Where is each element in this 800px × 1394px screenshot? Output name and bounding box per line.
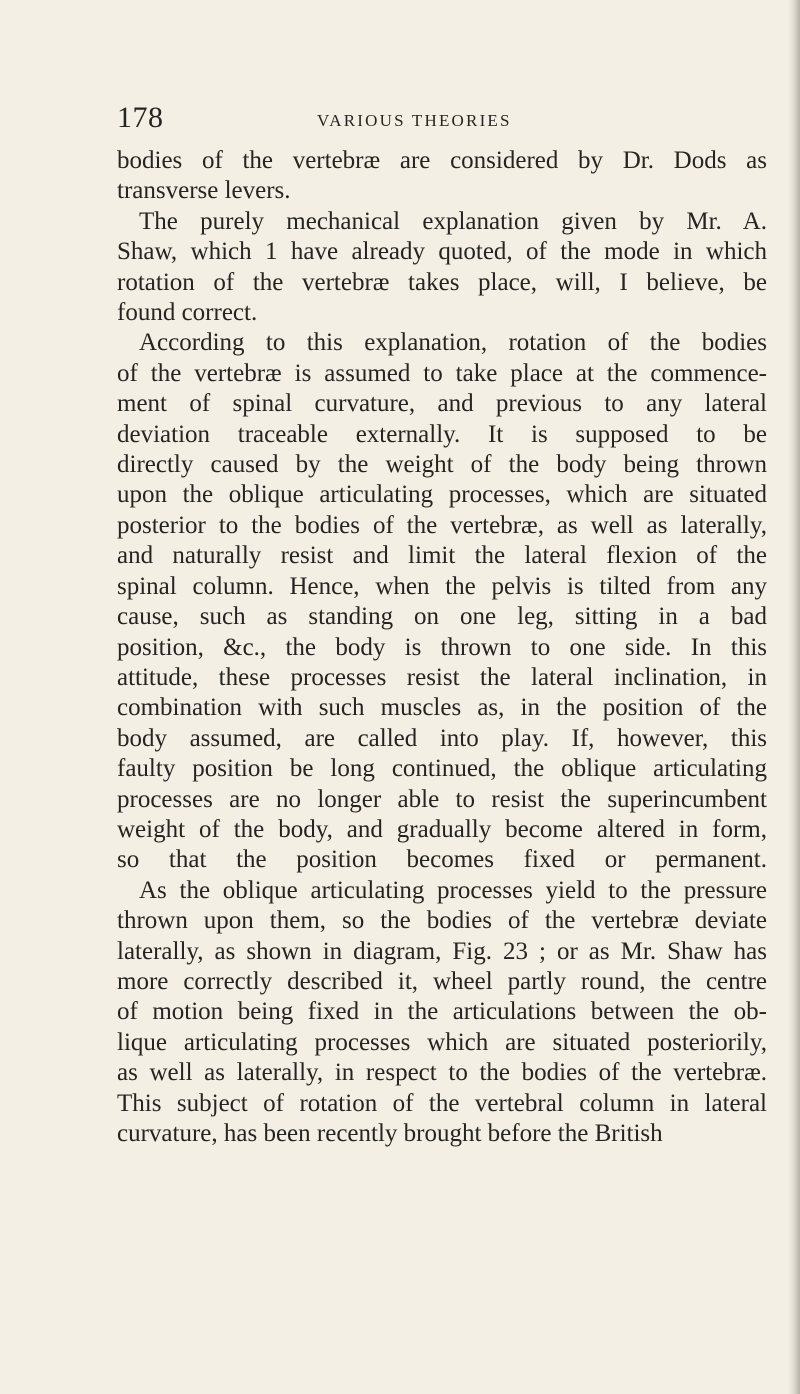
text-line: curvature, has been recently brought before the British: [117, 1120, 663, 1147]
text-line: laterally, as shown in diagram, Fig. 23 ; or as Mr. Shaw has: [117, 937, 767, 965]
text-line: lique articulating processes which are situated posteriorily,: [117, 1028, 767, 1056]
text-line: Shaw, which 1 have already quoted, of the mode in which: [117, 238, 767, 266]
text-line: posterior to the bodies of the vertebræ, as well as laterally,: [117, 511, 767, 539]
paragraph-2: [117, 207, 767, 329]
text-line: As the oblique articulating processes yield to the pressure: [139, 876, 767, 904]
paragraph-3: [117, 328, 767, 875]
text-line: so that the position becomes fixed or permanent.: [117, 846, 767, 874]
text-line: This subject of rotation of the vertebral column in lateral: [117, 1089, 767, 1117]
text-line: According to this explanation, rotation of the bodies: [139, 329, 767, 357]
text-line: upon the oblique articulating processes, which are situated: [117, 481, 767, 509]
text-line: bodies of the vertebræ are considered by Dr. Dods as: [117, 147, 767, 174]
text-line: rotation of the vertebræ takes place, will, I believe, be: [117, 268, 767, 296]
running-title: VARIOUS THEORIES: [317, 111, 512, 130]
text-line: faulty position be long continued, the oblique articulating: [117, 755, 767, 783]
text-line: spinal column. Hence, when the pelvis is tilted from any: [117, 572, 767, 600]
paragraph-4: [117, 876, 767, 1150]
body-text: [117, 146, 767, 1149]
text-line: directly caused by the weight of the body being thrown: [117, 451, 767, 479]
page-edge-shadow: [788, 0, 800, 1394]
text-line: deviation traceable externally. It is supposed to be: [117, 420, 767, 448]
text-line: found correct.: [117, 299, 258, 327]
text-line: cause, such as standing on one leg, sitting in a bad: [117, 603, 767, 631]
text-line: more correctly described it, wheel partly round, the centre: [117, 967, 767, 995]
page-number: 178: [117, 101, 164, 134]
text-line: combination with such muscles as, in the position of the: [117, 694, 767, 722]
text-line: body assumed, are called into play. If, however, this: [117, 724, 767, 752]
paragraph-1: [117, 146, 767, 207]
text-line: The purely mechanical explanation given by Mr. A.: [139, 207, 767, 235]
text-line: ment of spinal curvature, and previous to any lateral: [117, 390, 767, 418]
text-line: position, &c., the body is thrown to one side. In this: [117, 633, 767, 661]
text-line: attitude, these processes resist the lateral inclination, in: [117, 663, 767, 691]
text-line: weight of the body, and gradually become altered in form,: [117, 815, 767, 843]
text-line: thrown upon them, so the bodies of the vertebræ deviate: [117, 907, 767, 935]
page-header: [117, 100, 767, 140]
text-line: as well as laterally, in respect to the bodies of the vertebræ.: [117, 1059, 767, 1087]
text-line: of motion being fixed in the articulations between the ob-: [117, 998, 767, 1026]
text-line: transverse levers.: [117, 177, 291, 205]
text-line: processes are no longer able to resist the superincumbent: [117, 785, 767, 813]
text-line: of the vertebræ is assumed to take place at the commence-: [117, 359, 767, 387]
text-line: and naturally resist and limit the lateral flexion of the: [117, 542, 767, 570]
